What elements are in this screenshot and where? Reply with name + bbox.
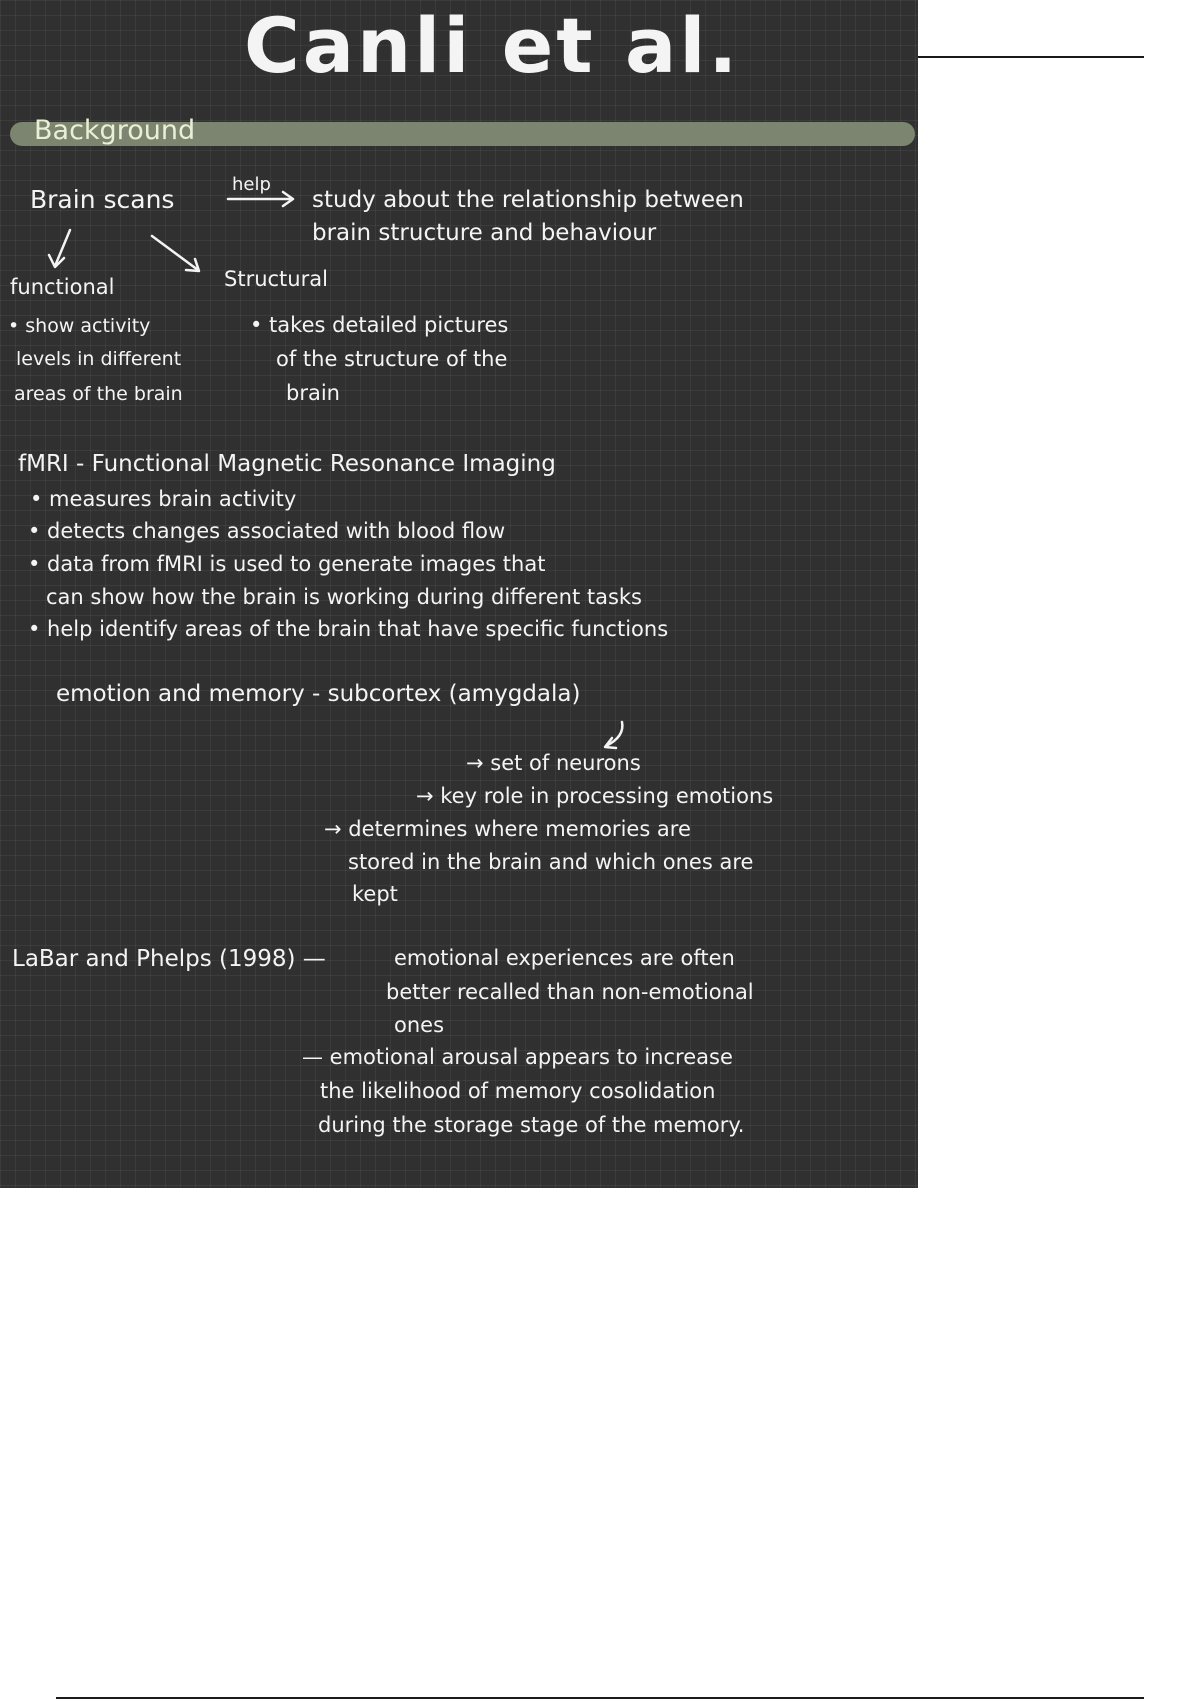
structural-bullet-line-1: • takes detailed pictures [250, 313, 509, 337]
amygdala-point: → determines where memories are [324, 817, 691, 841]
fmri-bullet: • data from fMRI is used to generate images that [28, 552, 546, 576]
functional-bullet-line-1: • show activity [8, 315, 151, 337]
fmri-bullet: • help identify areas of the brain that have specific functions [28, 617, 669, 641]
labar-line: the likelihood of memory cosolidation [320, 1079, 716, 1103]
labar-line: during the storage stage of the memory. [318, 1113, 745, 1137]
brain-scans-purpose-line-2: brain structure and behaviour [312, 220, 657, 246]
amygdala-arrow-icon [605, 722, 622, 748]
labar-line: emotional experiences are often [394, 946, 735, 970]
header-rule [918, 56, 1144, 58]
labar-line: — emotional arousal appears to increase [302, 1045, 733, 1069]
help-arrow-icon [228, 192, 293, 206]
amygdala-heading: emotion and memory - subcortex (amygdala) [56, 681, 581, 707]
amygdala-point: → set of neurons [466, 751, 641, 775]
functional-bullet-line-3: areas of the brain [14, 383, 183, 405]
functional-bullet-line-2: levels in different [16, 348, 182, 370]
amygdala-point: → key role in processing emotions [416, 784, 774, 808]
labar-line: better recalled than non-emotional [386, 980, 754, 1004]
amygdala-point-continuation: stored in the brain and which ones are [348, 850, 754, 874]
functional-arrow-icon [49, 230, 70, 267]
structural-bullet-line-3: brain [286, 381, 340, 405]
footer-rule [56, 1697, 1144, 1699]
labar-line: ones [394, 1013, 445, 1037]
brain-scans-label: Brain scans [30, 185, 175, 214]
structural-label: Structural [224, 267, 328, 291]
help-arrow-label: help [232, 174, 271, 195]
structural-arrow-icon [152, 236, 199, 271]
fmri-heading: fMRI - Functional Magnetic Resonance Imaging [18, 451, 556, 477]
brain-scans-purpose-line-1: study about the relationship between [312, 187, 744, 213]
structural-bullet-line-2: of the structure of the [276, 347, 508, 371]
page-title: Canli et al. [244, 1, 741, 90]
amygdala-point-continuation: kept [352, 882, 398, 906]
labar-citation: LaBar and Phelps (1998) — [12, 946, 326, 972]
section-heading: Background [34, 115, 196, 146]
functional-label: functional [10, 275, 115, 299]
fmri-bullet-continuation: can show how the brain is working during different tasks [46, 585, 642, 609]
fmri-bullet: • detects changes associated with blood flow [28, 519, 506, 543]
fmri-bullet: • measures brain activity [30, 487, 297, 511]
